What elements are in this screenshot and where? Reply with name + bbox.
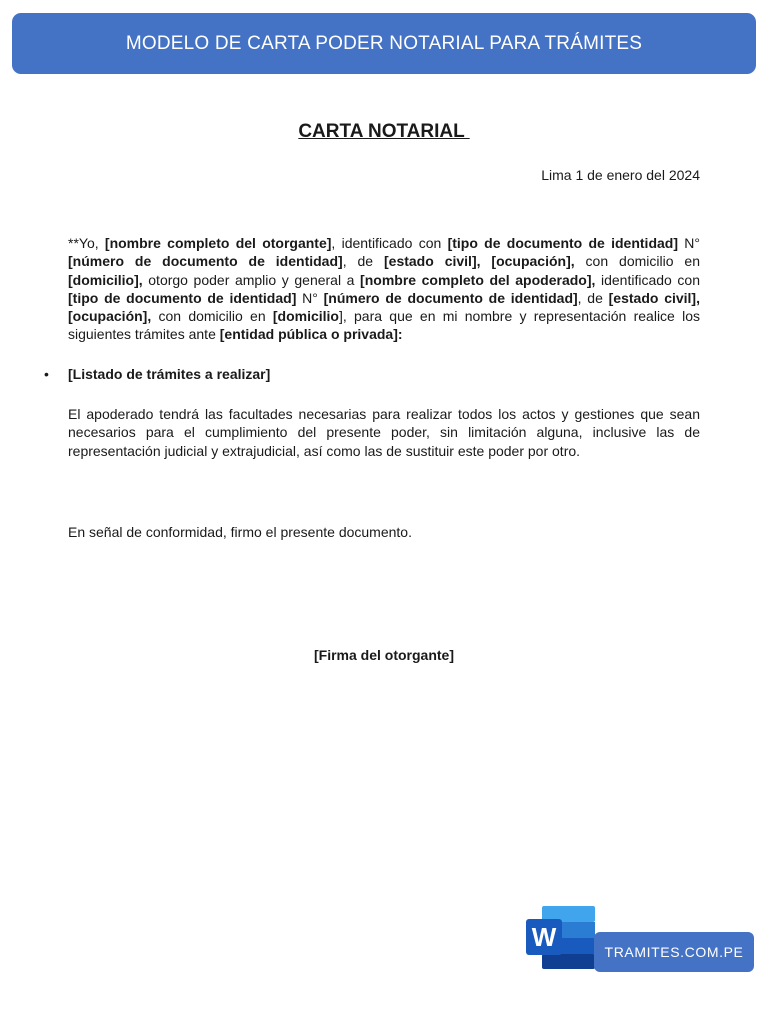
body-text: identificado con xyxy=(595,271,700,288)
placeholder-field: [domicilio xyxy=(272,308,339,325)
word-logo-letter: W xyxy=(531,922,557,952)
body-text: otorgo poder amplio y general a xyxy=(142,271,361,288)
closing-statement: En señal de conformidad, firmo el presente documento. xyxy=(68,524,412,540)
document-date: Lima 1 de enero del 2024 xyxy=(541,167,700,183)
body-text: N° xyxy=(296,289,324,306)
brand-site-name: TRAMITES.COM.PE xyxy=(604,944,744,960)
placeholder-field: [número de documento de identidad] xyxy=(68,253,343,270)
document-title: CARTA NOTARIAL xyxy=(298,121,470,142)
placeholder-field: [domicilio], xyxy=(68,271,143,288)
word-icon xyxy=(526,906,596,970)
body-text: ], para que en mi nombre y representación realice los siguientes trámites ante xyxy=(68,308,700,343)
placeholder-field: [tipo de documento de identidad] xyxy=(447,235,678,251)
brand-badge xyxy=(594,932,754,972)
placeholder-field: [nombre completo del otorgante] xyxy=(104,235,332,251)
placeholder-field: [tipo de documento de identidad] xyxy=(68,289,297,306)
body-text: **Yo, xyxy=(68,235,105,251)
body-text: , de xyxy=(577,289,609,306)
faculties-paragraph: El apoderado tendrá las facultades necesarias para realizar todos los actos y gestiones que sean necesarios para el cumplimiento del presente poder, sin limitación alguna, inclusive las de representación judicial y extrajudicial, así como las de sustituir este poder por otro. xyxy=(68,406,700,459)
bullet-list-item xyxy=(44,365,270,383)
body-text: con domicilio en xyxy=(151,308,273,325)
placeholder-field: [número de documento de identidad] xyxy=(323,289,578,306)
body-text: N° xyxy=(678,235,700,251)
placeholder-field: [estado civil], [ocupación], xyxy=(68,289,700,325)
bullet-item-text: [Listado de trámites a realizar] xyxy=(68,366,271,382)
placeholder-field: [entidad pública o privada]: xyxy=(219,326,403,343)
body-text: , de xyxy=(342,253,384,270)
body-text: , identificado con xyxy=(331,235,448,251)
placeholder-field: [estado civil], [ocupación], xyxy=(384,253,575,270)
body-text: con domicilio en xyxy=(574,253,701,270)
header-title: MODELO DE CARTA PODER NOTARIAL PARA TRÁMITES xyxy=(125,32,643,54)
document-body-paragraph xyxy=(68,234,700,344)
bullet-icon: • xyxy=(44,366,49,382)
header-banner xyxy=(12,13,756,74)
placeholder-field: [nombre completo del apoderado], xyxy=(360,271,596,288)
signature-placeholder: [Firma del otorgante] xyxy=(313,647,454,663)
